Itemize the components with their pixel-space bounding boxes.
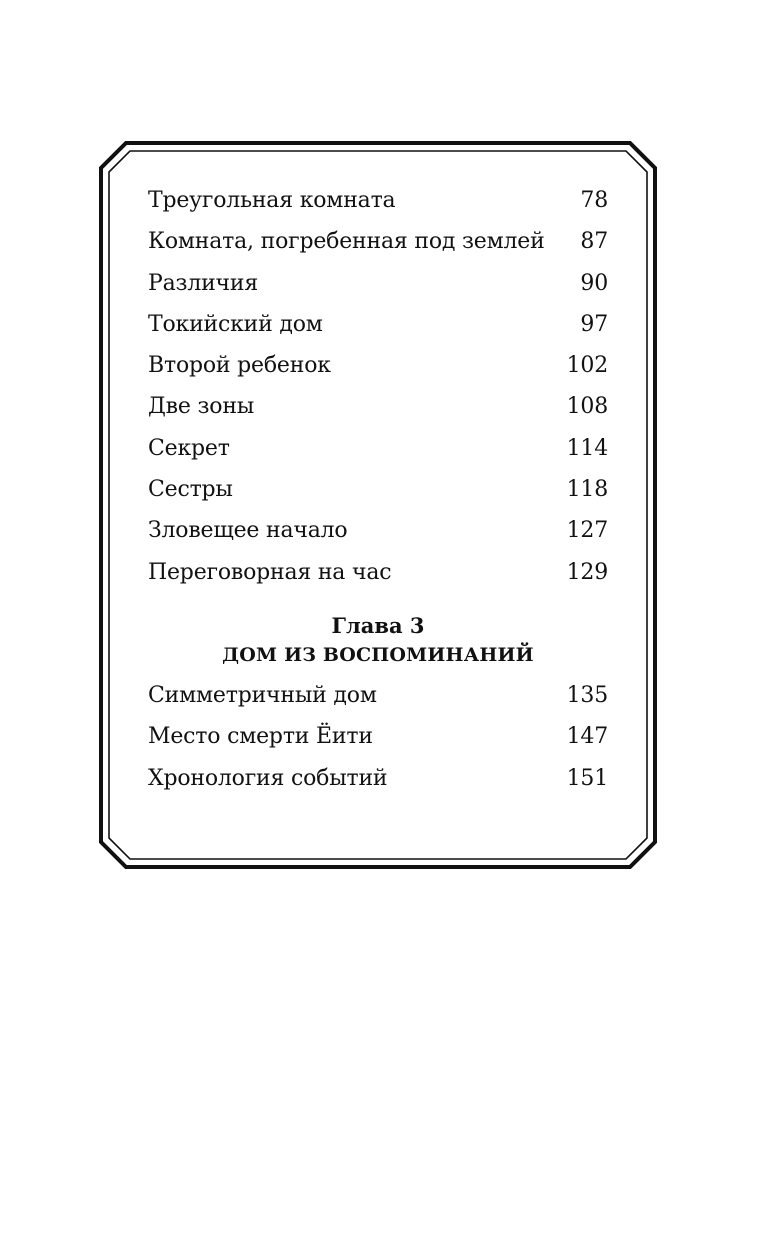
toc-entry xyxy=(148,560,608,601)
toc-entry-page: 135 xyxy=(566,682,608,708)
toc-entry-title: Зловещее начало xyxy=(148,518,348,544)
toc-entry-page: 127 xyxy=(566,518,608,544)
toc-entry-title: Переговорная на час xyxy=(148,559,392,585)
toc-entry xyxy=(148,229,608,270)
toc-entry-title: Сестры xyxy=(148,477,233,503)
toc-section-2 xyxy=(148,683,608,807)
toc-entry-page: 87 xyxy=(580,229,608,255)
chapter-heading xyxy=(148,611,608,669)
chapter-number: Глава 3 xyxy=(331,612,425,638)
toc-entry xyxy=(148,724,608,765)
toc-entry xyxy=(148,312,608,353)
toc-entry-page: 151 xyxy=(566,765,608,791)
toc-entry xyxy=(148,353,608,394)
toc-entry-page: 114 xyxy=(566,435,608,461)
toc-entry-page: 118 xyxy=(566,477,608,503)
toc-entry-title: Хронология событий xyxy=(148,765,388,791)
toc-entry xyxy=(148,766,608,807)
toc-entry-title: Треугольная комната xyxy=(148,188,396,213)
toc-entry-title: Симметричный дом xyxy=(148,682,377,708)
toc-entry-page: 78 xyxy=(580,188,608,213)
toc-entry xyxy=(148,394,608,435)
toc-entry-page: 102 xyxy=(566,353,608,379)
toc-entry-title: Комната, погребенная под землей xyxy=(148,229,545,255)
toc-entry xyxy=(148,436,608,477)
toc-section-1 xyxy=(148,188,608,601)
toc-entry-title: Секрет xyxy=(148,435,230,461)
toc-entry xyxy=(148,518,608,559)
toc-entry-page: 129 xyxy=(566,559,608,585)
toc-entry xyxy=(148,683,608,724)
toc-entry-title: Место смерти Ёити xyxy=(148,724,373,750)
table-of-contents xyxy=(148,188,608,807)
toc-entry-title: Различия xyxy=(148,270,259,296)
toc-entry-title: Две зоны xyxy=(148,394,255,420)
toc-entry-title: Токийский дом xyxy=(148,311,323,337)
toc-entry xyxy=(148,271,608,312)
toc-entry-title: Второй ребенок xyxy=(148,353,331,379)
toc-entry-page: 90 xyxy=(580,270,608,296)
chapter-title: ДОМ ИЗ ВОСПОМИНАНИЙ xyxy=(222,643,534,666)
toc-entry-page: 108 xyxy=(566,394,608,420)
toc-entry-page: 147 xyxy=(566,724,608,750)
toc-entry xyxy=(148,188,608,229)
toc-entry xyxy=(148,477,608,518)
toc-entry-page: 97 xyxy=(580,311,608,337)
